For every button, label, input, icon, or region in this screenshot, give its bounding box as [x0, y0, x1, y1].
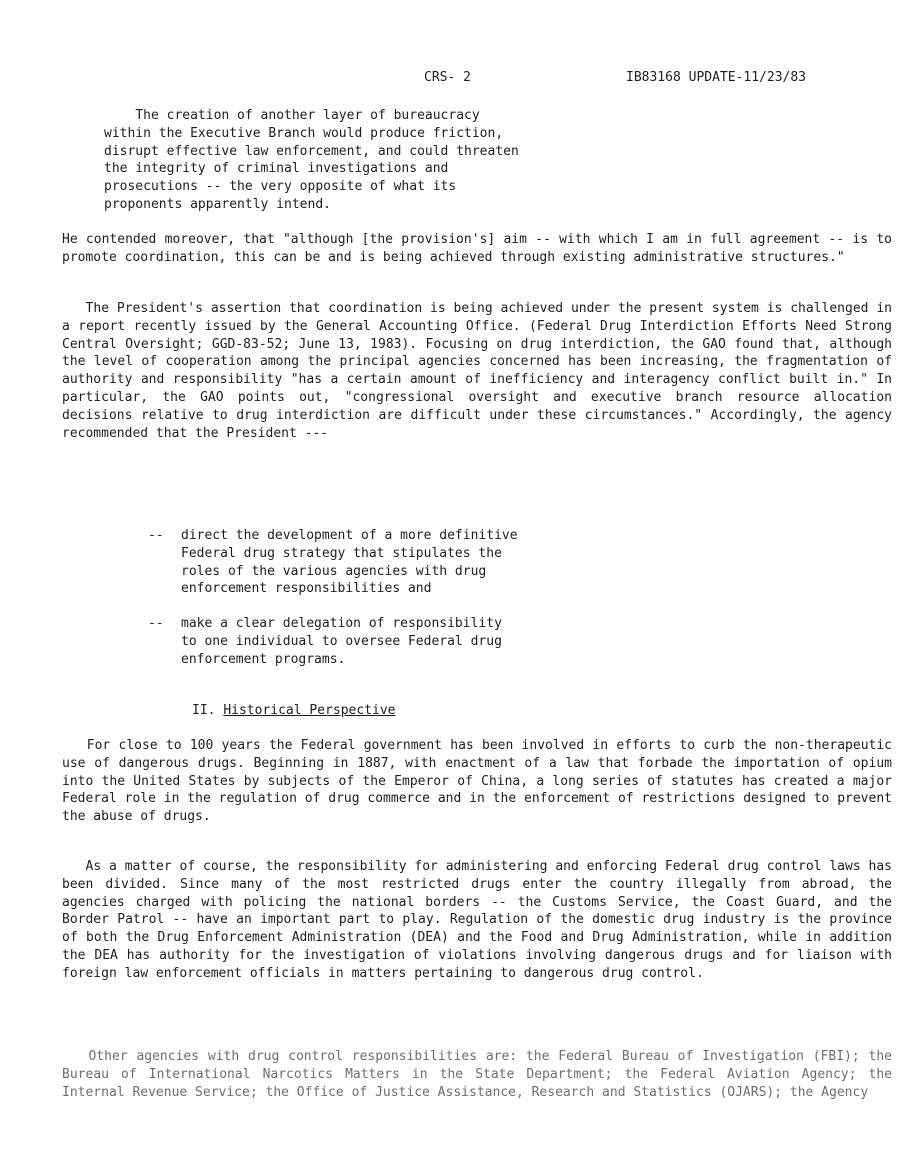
page-number: CRS- 2: [424, 70, 471, 85]
bullet-text: make a clear delegation of responsibility to one individual to oversee Federal drug enforcement programs.: [181, 616, 502, 667]
section-number: II.: [192, 703, 224, 718]
block-quote: The creation of another layer of bureaucracy within the Executive Branch would produce friction, disrupt effective law enforcement, and could threaten the integrity of criminal investigations and prosecutions -- the very opposite of what its proponents apparently intend.: [104, 108, 519, 212]
paragraph-contention: He contended moreover, that "although [the provision's] aim -- with which I am in full agreement -- is to promote coordination, this can be and is being achieved through existing administrative structures.": [62, 232, 900, 265]
paragraph-other-agencies: Other agencies with drug control responsibilities are: the Federal Bureau of Investigation (FBI); the Bureau of International Narcotics Matters in the State Department; the Federal Aviation Agency; the Internal Revenue Service; the Office of Justice Assistance, Research and Statistics (OJARS); the Agency: [62, 1049, 900, 1100]
list-item: [148, 615, 668, 668]
bullet-text: direct the development of a more definitive Federal drug strategy that stipulates the roles of the various agencies with drug enforcement responsibilities and: [181, 528, 518, 597]
paragraph-responsibility: As a matter of course, the responsibility for administering and enforcing Federal drug control laws has been divided. Since many of the most restricted drugs enter the country illegally from abroad, the agencies charged with policing the national borders -- the Customs Service, the Coast Guard, and the Border Patrol -- have an important part to play. Regulation of the domestic drug industry is the province of both the Drug Enforcement Administration (DEA) and the Food and Drug Administration, while in addition the DEA has authority for the investigation of violations involving dangerous drugs and for liaison with foreign law enforcement officials in matters pertaining to dangerous drug control.: [62, 859, 900, 981]
paragraph-history: For close to 100 years the Federal government has been involved in efforts to curb the non-therapeutic use of dangerous drugs. Beginning in 1887, with enactment of a law that forbade the importation of opium into the United States by subjects of the Emperor of China, a long series of statutes has created a major Federal role in the regulation of drug commerce and in the enforcement of restrictions designed to prevent the abuse of drugs.: [62, 738, 900, 825]
paragraph-gao-report: The President's assertion that coordination is being achieved under the present system is challenged in a report recently issued by the General Accounting Office. (Federal Drug Interdiction Efforts Need Strong Central Oversight; GGD-83-52; June 13, 1983). Focusing on drug interdiction, the GAO found that, although the level of cooperation among the principal agencies concerned has been increasing, the fragmentation of authority and responsibility "has a certain amount of inefficiency and interagency conflict built in." In particular, the GAO points out, "congressional oversight and executive branch resource allocation decisions relative to drug interdiction are difficult under these circumstances." Accordingly, the agency recommended that the President ---: [62, 301, 900, 441]
page-header: [0, 70, 920, 90]
recommendation-list: [148, 527, 668, 686]
bullet-mark: --: [148, 528, 164, 543]
report-id: IB83168 UPDATE-11/23/83: [626, 70, 807, 85]
section-heading: [192, 703, 396, 718]
section-title: Historical Perspective: [223, 703, 396, 718]
bullet-mark: --: [148, 616, 164, 632]
list-item: [148, 527, 668, 598]
